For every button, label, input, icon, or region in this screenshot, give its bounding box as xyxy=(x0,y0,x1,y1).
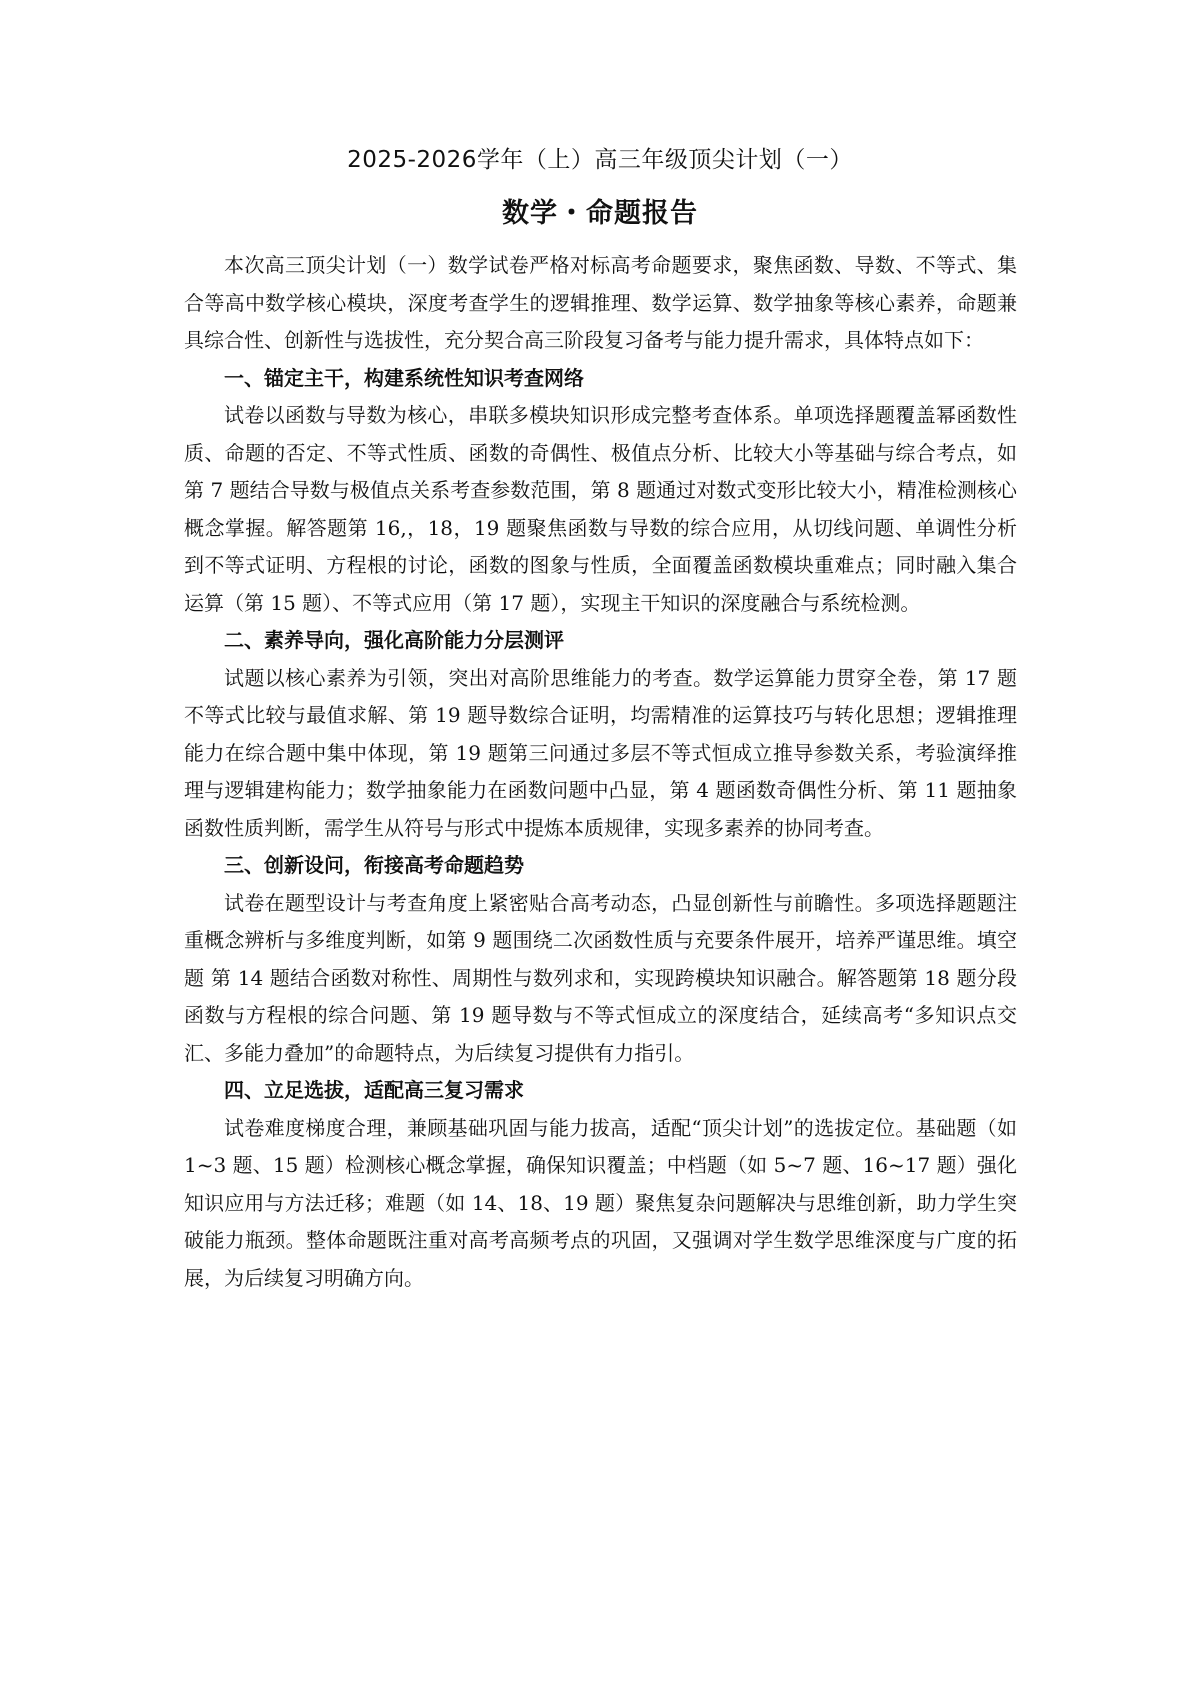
document-body xyxy=(184,247,1017,1297)
section-heading-1: 一、锚定主干，构建系统性知识考查网络 xyxy=(224,365,584,390)
section-paragraph-1: 试卷以函数与导数为核心，串联多模块知识形成完整考查体系。单项选择题覆盖幂函数性质、命题的否定、不等式性质、函数的奇偶性、极值点分析、比较大小等基础与综合考点，如第 7 题结合导数与极值点关系考查参数范围，第 8 题通过对数式变形比较大小，精准检测核心概念掌握。解答题第 16,，18，19 题聚焦函数与导数的综合应用，从切线问题、单调性分析到不等式证明、方程根的讨论，函数的图象与性质，全面覆盖函数模块重难点；同时融入集合运算（第 15 题）、不等式应用（第 17 题），实现主干知识的深度融合与系统检测。 xyxy=(184,403,1017,615)
section-heading-4: 四、立足选拔，适配高三复习需求 xyxy=(224,1078,524,1102)
document-title: 2025-2026学年（上）高三年级顶尖计划（一） xyxy=(347,147,853,173)
document-subtitle: 数学・命题报告 xyxy=(502,198,698,229)
section-paragraph-2: 试题以核心素养为引领，突出对高阶思维能力的考查。数学运算能力贯穿全卷，第 17 题不等式比较与最值求解、第 19 题导数综合证明，均需精准的运算技巧与转化思想；逻辑推理能力在综合题中集中体现，第 19 题第三问通过多层不等式恒成立推导参数关系，考验演绎推理与逻辑建构能力；数学抽象能力在函数问题中凸显，第 4 题函数奇偶性分析、第 11 题抽象函数性质判断，需学生从符号与形式中提炼本质规律，实现多素养的协同考查。 xyxy=(184,665,1017,840)
section-paragraph-4: 试卷难度梯度合理，兼顾基础巩固与能力拔高，适配“顶尖计划”的选拔定位。基础题（如 1~3 题、15 题）检测核心概念掌握，确保知识覆盖；中档题（如 5~7 题、16~17 题）强化知识应用与方法迁移；难题（如 14、18、19 题）聚焦复杂问题解决与思维创新，助力学生突破能力瓶颈。整体命题既注重对高考高频考点的巩固，又强调对学生数学思维深度与广度的拓展，为后续复习明确方向。 xyxy=(184,1115,1017,1290)
section-paragraph-3: 试卷在题型设计与考查角度上紧密贴合高考动态，凸显创新性与前瞻性。多项选择题题注重概念辨析与多维度判断，如第 9 题围绕二次函数性质与充要条件展开，培养严谨思维。填空题 第 14 题结合函数对称性、周期性与数列求和，实现跨模块知识融合。解答题第 18 题分段函数与方程根的综合问题、第 19 题导数与不等式恒成立的深度结合，延续高考“多知识点交汇、多能力叠加”的命题特点，为后续复习提供有力指引。 xyxy=(184,890,1017,1065)
section-heading-2: 二、素养导向，强化高阶能力分层测评 xyxy=(224,628,564,652)
intro-paragraph: 本次高三顶尖计划（一）数学试卷严格对标高考命题要求，聚焦函数、导数、不等式、集合等高中数学核心模块，深度考查学生的逻辑推理、数学运算、数学抽象等核心素养，命题兼具综合性、创新性与选拔性，充分契合高三阶段复习备考与能力提升需求，具体特点如下： xyxy=(184,253,1017,352)
document-header xyxy=(0,142,1200,234)
section-heading-3: 三、创新设问，衔接高考命题趋势 xyxy=(224,853,524,877)
